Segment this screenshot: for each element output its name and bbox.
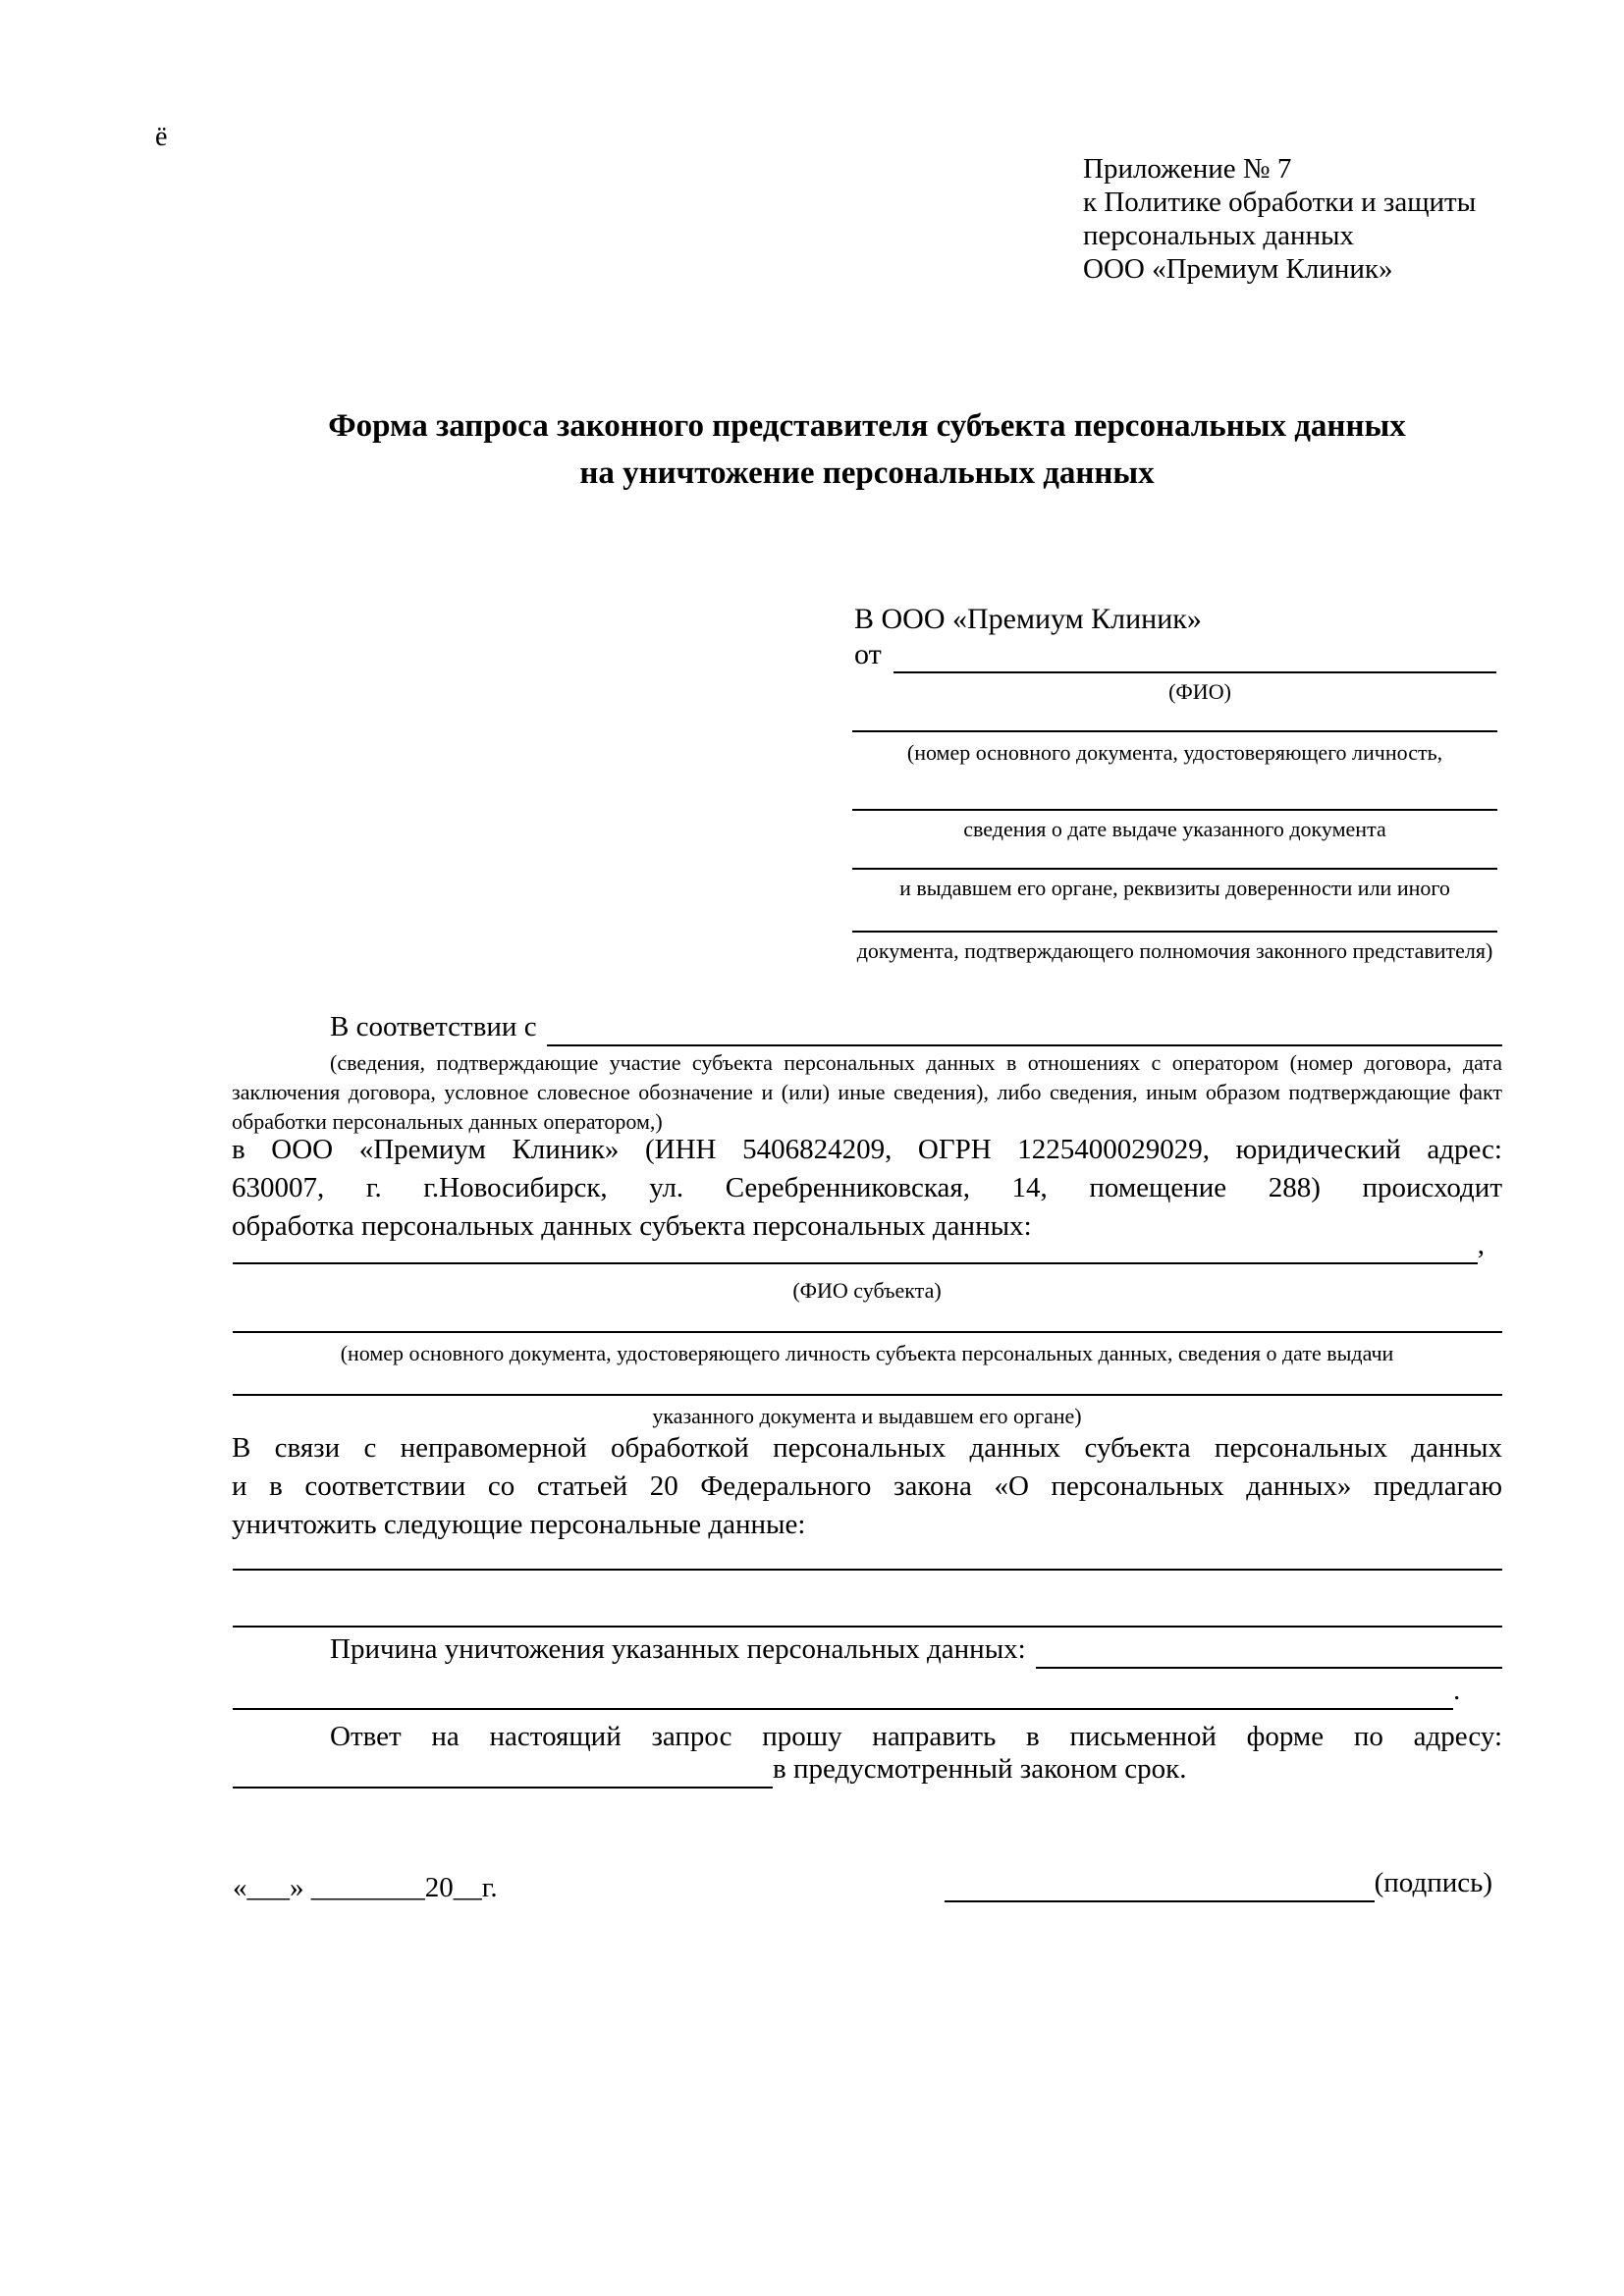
accordance-row bbox=[232, 1011, 1502, 1046]
note-line: заключения договора, условное словесное обозначение и (или) иные сведения), либо сведения, иным образом подтверждающие факт bbox=[232, 1080, 1502, 1104]
accordance-note bbox=[232, 1048, 1502, 1137]
appendix-line: Приложение № 7 bbox=[1083, 153, 1292, 185]
accordance-blank bbox=[547, 1044, 1502, 1046]
signature-blank bbox=[945, 1900, 1375, 1902]
appendix-block bbox=[1083, 152, 1515, 286]
from-label: от bbox=[854, 638, 882, 670]
data-blank-line bbox=[233, 1594, 1502, 1628]
from-name-blank bbox=[893, 671, 1496, 673]
period: . bbox=[1453, 1675, 1461, 1706]
accordance-lead: В соответствии с bbox=[330, 1011, 537, 1042]
operator-line: 630007, г. г.Новосибирск, ул. Серебренниковская, 14, помещение 288) происходит bbox=[232, 1172, 1502, 1203]
reply-address-blank bbox=[233, 1787, 773, 1789]
from-row bbox=[854, 638, 1496, 673]
reply-address-row bbox=[233, 1755, 1502, 1789]
subject-fio-blank bbox=[233, 1262, 1478, 1264]
appendix-line: персональных данных bbox=[1083, 220, 1355, 251]
demand-line: и в соответствии со статьей 20 Федерального закона «О персональных данных» предлагаю bbox=[232, 1470, 1502, 1502]
operator-line: в ООО «Премиум Клиник» (ИНН 5406824209, ОГРН 1225400029029, юридический адрес: bbox=[232, 1134, 1502, 1165]
signature-row bbox=[945, 1867, 1492, 1902]
reply-request-line: Ответ на настоящий запрос прошу направить в письменной форме по адресу: bbox=[330, 1721, 1502, 1752]
subject-doc-caption: указанного документа и выдавшем его органе) bbox=[652, 1404, 1082, 1428]
rep-doc-blank-line bbox=[852, 899, 1497, 933]
stray-char: ё bbox=[155, 122, 168, 152]
rep-doc-caption: и выдавшем его органе, реквизиты доверенности или иного bbox=[899, 876, 1450, 900]
reason-continuation-row bbox=[233, 1677, 1502, 1710]
rep-doc-caption: (номер основного документа, удостоверяющего личность, bbox=[906, 740, 1443, 765]
note-line: (сведения, подтверждающие участие субъекта персональных данных в отношениях с оператором (номер договора, дата bbox=[330, 1050, 1502, 1075]
subject-fio-caption: (ФИО субъекта) bbox=[792, 1278, 942, 1303]
rep-doc-blank-line bbox=[852, 836, 1497, 870]
demand-paragraph bbox=[232, 1429, 1502, 1544]
demand-line: уничтожить следующие персональные данные: bbox=[232, 1509, 806, 1540]
subject-doc-blank-line bbox=[233, 1362, 1502, 1396]
reply-term-text: в предусмотренный законом срок. bbox=[773, 1753, 1187, 1785]
title-line: Форма запроса законного представителя субъекта персональных данных bbox=[328, 408, 1406, 444]
rep-doc-caption: документа, подтверждающего полномочия законного представителя) bbox=[856, 938, 1493, 963]
rep-doc-blank-line bbox=[852, 777, 1497, 811]
reason-blank bbox=[1036, 1667, 1502, 1669]
appendix-line: ООО «Премиум Клиник» bbox=[1083, 253, 1393, 285]
reason-lead: Причина уничтожения указанных персональных данных: bbox=[330, 1633, 1026, 1665]
subject-doc-blank-line bbox=[233, 1300, 1502, 1333]
subject-doc-caption: (номер основного документа, удостоверяющего личность субъекта персональных данных, сведения о дате выдачи bbox=[340, 1341, 1394, 1365]
rep-doc-caption: сведения о дате выдаче указанного документа bbox=[963, 817, 1386, 841]
date-field: «___» ________20__г. bbox=[233, 1872, 498, 1903]
note-line: обработки персональных данных оператором,) bbox=[232, 1109, 663, 1134]
data-blank-line bbox=[233, 1537, 1502, 1571]
operator-line: обработка персональных данных субъекта персональных данных: bbox=[232, 1210, 1032, 1242]
comma: , bbox=[1477, 1229, 1485, 1260]
title-line: на уничтожение персональных данных bbox=[579, 455, 1155, 491]
appendix-line: к Политике обработки и защиты bbox=[1083, 187, 1477, 218]
operator-paragraph bbox=[232, 1131, 1502, 1246]
subject-fio-row bbox=[233, 1229, 1485, 1264]
signature-caption: (подпись) bbox=[1374, 1867, 1492, 1898]
document-title bbox=[232, 402, 1502, 497]
addressee-to: В ООО «Премиум Клиник» bbox=[854, 603, 1202, 635]
reason-continuation-blank bbox=[233, 1708, 1453, 1710]
rep-doc-blank-line bbox=[852, 699, 1497, 732]
demand-line: В связи с неправомерной обработкой персональных данных субъекта персональных данных bbox=[232, 1432, 1502, 1464]
fio-caption: (ФИО) bbox=[1168, 679, 1231, 704]
reason-row bbox=[232, 1631, 1502, 1669]
